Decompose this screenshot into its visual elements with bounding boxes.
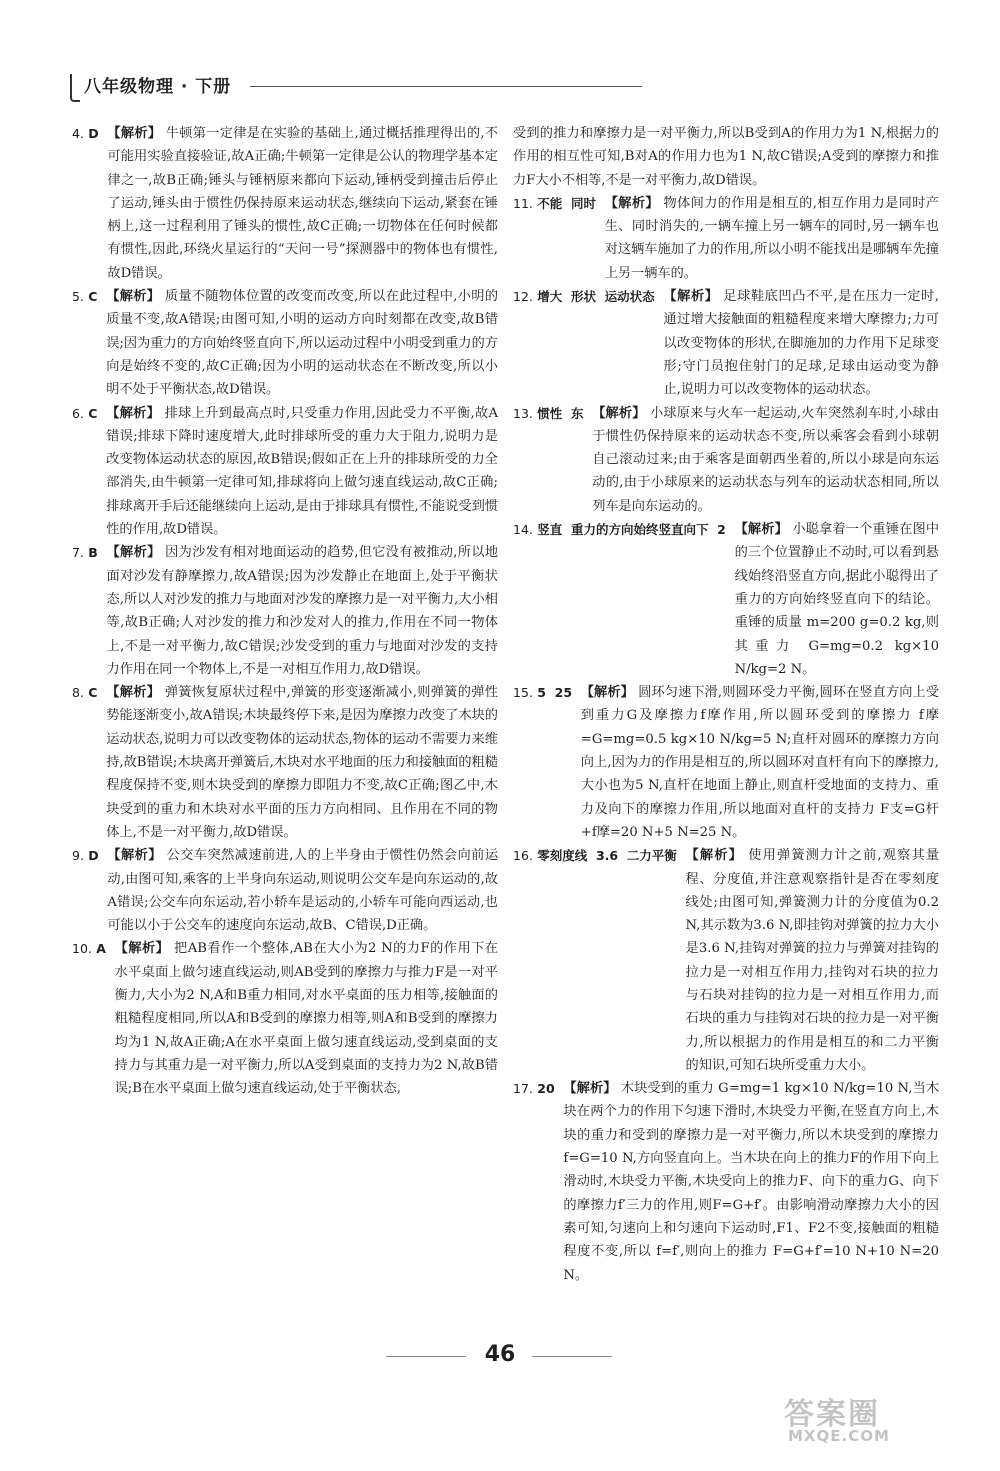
item-answer: 惯性 东	[537, 405, 584, 421]
item-answer: 零刻度线 3.6 二力平衡	[537, 848, 677, 864]
item-answer: C	[88, 405, 98, 421]
item-answer: D	[88, 848, 99, 864]
answer-item	[72, 402, 498, 542]
watermark-logo	[780, 1389, 970, 1449]
explanation-text: 排球上升到最高点时,只受重力作用,因此受力不平衡,故A错误;排球下降时速度增大,此时排球所受的重力大于阻力,说明力是改变物体运动状态的原因,故B错误;假如正在上升的排球所受的力全部消失,由牛顿第一定律可知,排球将向上做匀速直线运动,故C正确;排球离开手后还能继续向上运动,是由于排球具有惯性,不能说受到惯性的作用,故D错误。	[106, 405, 498, 538]
item-number: 9.	[72, 848, 84, 864]
answer-item	[72, 844, 498, 937]
analysis-tag: 【解析】	[106, 545, 161, 561]
item-number: 10.	[72, 941, 92, 957]
item-answer: 竖直 重力的方向始终竖直向下 2	[537, 522, 726, 538]
header-bracket	[70, 74, 80, 102]
answer-item	[72, 285, 498, 401]
item-explanation	[107, 122, 498, 285]
item-answer: 20	[537, 1081, 555, 1097]
explanation-text: 受到的推力和摩擦力是一对平衡力,所以B受到A的作用力为1 N,根据力的作用的相互性可知,B对A的作用力也为1 N,故C错误;A受到的摩擦力和推力F大小不相等,不是一对平衡力,故D错误。	[513, 126, 939, 188]
analysis-tag: 【解析】	[107, 848, 162, 864]
analysis-tag: 【解析】	[107, 126, 162, 141]
explanation-text: 公交车突然减速前进,人的上半身由于惯性仍然会向前运动,由图可知,乘客的上半身向东运动,则说明公交车是向东运动的,故A错误;公交车向东运动,若小轿车是运动的,小轿车可能向西运动,也可能以小于公交车的速度向东运动,故B、C错误,D正确。	[107, 848, 499, 934]
explanation-text: 因为沙发有相对地面运动的趋势,但它没有被推动,所以地面对沙发有静摩擦力,故A错误;因为沙发静止在地面上,处于平衡状态,所以人对沙发的推力与地面对沙发的摩擦力是一对平衡力,大小相等,故B正确;人对沙发的推力和沙发对人的推力,作用在不同一物体上,不是一对平衡力,故C错误;沙发受到的重力与地面对沙发的支持力作用在同一个物体上,不是一对相互作用力,故D错误。	[106, 545, 499, 677]
item-explanation	[106, 681, 498, 844]
item-explanation	[686, 844, 939, 1077]
answer-item	[513, 1077, 939, 1287]
left-column	[72, 122, 498, 1100]
item-explanation	[581, 681, 939, 844]
answer-item	[72, 122, 498, 285]
answer-item	[513, 518, 939, 681]
item-number: 5.	[72, 289, 84, 305]
analysis-tag: 【解析】	[580, 685, 634, 701]
book-title: 八年级物理 · 下册	[84, 77, 232, 97]
item-answer: D	[88, 126, 99, 141]
item-answer: A	[96, 941, 106, 957]
answer-item	[513, 681, 939, 844]
explanation-text: 质量不随物体位置的改变而改变,所以在此过程中,小明的质量不变,故A错误;由图可知,小明的运动方向时刻都在改变,故B错误;因为重力的方向始终竖直向下,所以运动过程中小明受到重力的方向是始终不变的,故C正确;因为小明的运动状态在不断改变,所以小明不处于平衡状态,故D错误。	[106, 289, 499, 398]
item-explanation	[106, 285, 498, 401]
item-answer: C	[88, 685, 98, 701]
explanation-text: 牛顿第一定律是在实验的基础上,通过概括推理得出的,不可能用实验直接验证,故A正确;牛顿第一定律是公认的物理学基本定律之一,故B正确;锤头与锤柄原来都向下运动,锤柄受到撞击后停止了运动,锤头由于惯性仍保持原来运动状态,继续向下运动,紧套在锤柄上,这一过程利用了锤头的惯性,故C正确;一切物体在任何时候都有惯性,因此,环绕火星运行的“天问一号”探测器中的物体也有惯性,故D错误。	[107, 126, 498, 281]
watermark-url: MXQE.COM	[788, 1427, 890, 1445]
item-answer: 不能 同时	[537, 195, 596, 211]
header-rule	[250, 86, 642, 87]
explanation-text: 使用弹簧测力计之前,观察其量程、分度值,并注意观察指针是否在零刻度线处;由图可知,弹簧测力计的分度值为0.2 N,其示数为3.6 N,即挂钩对弹簧的拉力大小是3.6 N,挂钩对弹簧的拉力与弹簧对挂钩的拉力是一对相互作用力,挂钩对石块的拉力与石块对挂钩的拉力是一对相互作用力,而石块的重力与挂钩对石块的拉力是一对平衡力,所以根据力的作用是相互的和二力平衡的知识,可知石块所受重力大小。	[685, 848, 940, 1073]
analysis-tag: 【解析】	[106, 405, 161, 421]
explanation-text: 小球原来与火车一起运动,火车突然刹车时,小球由于惯性仍保持原来的运动状态不变,所以乘客会看到小球朝自己滚动过来;由于乘客是面朝西坐着的,所以小球是向东运动的,由于小球原来的运动状态与列车的运动状态相同,所以列车是向东运动的。	[592, 405, 940, 514]
answer-item	[72, 541, 498, 681]
explanation-text: 足球鞋底凹凸不平,是在压力一定时,通过增大接触面的粗糙程度来增大摩擦力;力可以改变物体的形状,在脚施加的力作用下足球变形;守门员抱住射门的足球,足球由运动变为静止,说明力可以改变物体的运动状态。	[663, 289, 939, 398]
item-number: 6.	[72, 405, 84, 421]
item-explanation	[605, 192, 939, 285]
item-explanation	[106, 402, 498, 542]
answer-item	[513, 285, 939, 401]
analysis-tag: 【解析】	[685, 848, 743, 864]
footer-rule-right	[532, 1356, 612, 1357]
item-number: 15.	[513, 685, 533, 701]
item-number: 14.	[513, 522, 533, 538]
analysis-tag: 【解析】	[106, 289, 161, 305]
analysis-tag: 【解析】	[604, 195, 659, 211]
analysis-tag: 【解析】	[663, 289, 719, 305]
item-number: 12.	[513, 289, 533, 305]
analysis-tag: 【解析】	[563, 1081, 617, 1097]
item-answer: 5 25	[537, 685, 573, 701]
item-number: 13.	[513, 405, 533, 421]
item-answer: C	[88, 289, 98, 305]
answer-item	[513, 192, 939, 285]
explanation-text: 木块受到的重力 G=mg=1 kg×10 N/kg=10 N,当木块在两个力的作用下匀速下滑时,木块受力平衡,在竖直方向上,木块的重力和受到的摩擦力是一对平衡力,所以木块受到的摩擦力 f=G=10 N,方向竖直向上。当木块在向上的推力F的作用下向上滑动时,木块受力平衡,木块受向上的推力F、向下的重力G、向下的摩擦力f′三力的作用,则F=G+f′。由影响滑动摩擦力大小的因素可知,匀速向上和匀速向下运动时,F1、F2不变,接触面的粗糙程度不变,所以 f=f′,则向上的推力 F=G+f′=10 N+10 N=20 N。	[563, 1081, 940, 1283]
item-explanation	[592, 402, 939, 518]
item-explanation	[563, 1077, 939, 1287]
answer-item	[513, 402, 939, 518]
item-explanation	[513, 122, 939, 192]
answer-item	[513, 844, 939, 1077]
answer-item	[513, 122, 939, 192]
item-explanation	[107, 844, 498, 937]
item-number: 16.	[513, 848, 533, 864]
item-answer: B	[88, 545, 98, 561]
analysis-tag: 【解析】	[114, 941, 170, 957]
explanation-text: 把AB看作一个整体,AB在大小为2 N的力F的作用下在水平桌面上做匀速直线运动,则AB受到的摩擦力与推力F是一对平衡力,大小为2 N,A和B重力相同,对水平桌面的压力相等,接触面的粗糙程度相同,所以A和B受到的摩擦力相等,则A和B受到的摩擦力均为1 N,故A正确;A在水平桌面上做匀速直线运动,受到桌面的支持力与其重力是一对平衡力,所以A受到桌面的支持力为2 N,故B错误;B在水平桌面上做匀速直线运动,处于平衡状态,	[114, 941, 498, 1097]
answer-item	[72, 681, 498, 844]
page-header	[70, 72, 640, 98]
right-column	[513, 122, 939, 1287]
analysis-tag: 【解析】	[592, 405, 646, 421]
item-number: 11.	[513, 195, 533, 211]
item-explanation	[115, 937, 498, 1100]
explanation-text: 弹簧恢复原状过程中,弹簧的形变逐渐减小,则弹簧的弹性势能逐渐变小,故A错误;木块最终停下来,是因为摩擦力改变了木块的运动状态,说明力可以改变物体的运动状态,物体的运动不需要力来维持,故B错误;木块离开弹簧后,木块对水平地面的压力和接触面的粗糙程度保持不变,则木块受到的摩擦力即阻力不变,故C正确;图乙中,木块受到的重力和木块对水平面的压力方向相同、且作用在不同的物体上,不是一对平衡力,故D错误。	[106, 685, 499, 840]
watermark-text: 答案圈	[784, 1397, 880, 1432]
analysis-tag: 【解析】	[734, 522, 788, 538]
explanation-text: 圆环匀速下滑,则圆环受力平衡,圆环在竖直方向上受到重力G及摩擦力f摩作用,所以圆环受到的摩擦力 f摩=G=mg=0.5 kg×10 N/kg=5 N;直杆对圆环的摩擦力方向向上,因为力的作用是相互的,所以圆环对直杆有向下的摩擦力,大小也为5 N,直杆在地面上静止,则直杆受地面的支持力、重力及向下的摩擦力作用,所以地面对直杆的支持力 F支=G杆+f摩=20 N+5 N=25 N。	[580, 685, 940, 840]
explanation-text: 小聪拿着一个重锤在图中的三个位置静止不动时,可以看到悬线始终沿竖直方向,据此小聪得出了重力的方向始终竖直向下的结论。重锤的质量 m=200 g=0.2 kg,则其重力 G=mg=0.2 kg×10 N/kg=2 N。	[734, 522, 940, 677]
item-answer: 增大 形状 运动状态	[537, 289, 655, 305]
analysis-tag: 【解析】	[106, 685, 161, 701]
explanation-text: 物体间力的作用是相互的,相互作用力是同时产生、同时消失的,一辆车撞上另一辆车的同时,另一辆车也对这辆车施加了力的作用,所以小明不能找出是哪辆车先撞上另一辆车的。	[604, 195, 939, 281]
item-explanation	[735, 518, 939, 681]
item-number: 7.	[72, 545, 84, 561]
item-explanation	[107, 541, 498, 681]
item-explanation	[663, 285, 939, 401]
item-number: 4.	[72, 126, 84, 141]
answer-item	[72, 937, 498, 1100]
item-number: 8.	[72, 685, 84, 701]
page-number: 46	[484, 1342, 516, 1367]
item-number: 17.	[513, 1081, 533, 1097]
